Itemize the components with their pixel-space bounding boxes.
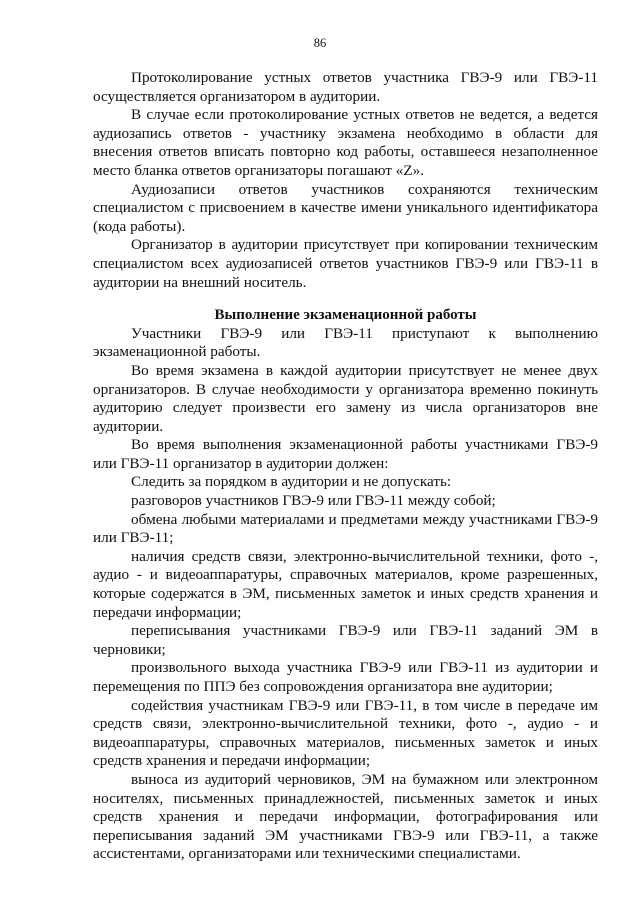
list-item: содействия участникам ГВЭ-9 или ГВЭ-11, в том числе в передаче им средств связи, электронно-вычислительной техники, фото -, аудио - и видеоаппаратуры, справочных материалов, письменных заметок и иных средств хранения и передачи информации; [93,696,598,770]
paragraph: Во время выполнения экзаменационной работы участниками ГВЭ-9 или ГВЭ-11 организатор в аудитории должен: [93,436,598,472]
list-item: наличия средств связи, электронно-вычислительной техники, фото -, аудио - и видеоаппаратуры, справочных материалов, кроме разрешенных, которые содержатся в ЭМ, письменных заметок и иных средств хранения и передачи информации; [93,547,598,621]
paragraph: Аудиозаписи ответов участников сохраняются техническим специалистом с присвоением в качестве имени уникального идентификатора (кода работы). [93,180,598,235]
section-heading: Выполнение экзаменационной работы [214,307,477,324]
paragraph: Следить за порядком в аудитории и не допускать: [131,473,452,491]
page-number: 86 [313,36,327,50]
paragraph: Организатор в аудитории присутствует при копировании техническим специалистом всех аудиозаписей ответов участников ГВЭ-9 или ГВЭ-11 в аудитории на внешний носитель. [93,236,598,291]
paragraph: Протоколирование устных ответов участника ГВЭ-9 или ГВЭ-11 осуществляется организатором в аудитории. [93,69,598,105]
document-body [93,69,598,864]
list-item: разговоров участников ГВЭ-9 или ГВЭ-11 между собой; [131,492,496,510]
list-item: выноса из аудиторий черновиков, ЭМ на бумажном или электронном носителях, письменных принадлежностей, письменных заметок и иных средств хранения и передачи информации, фотографирования или переписывания заданий ЭМ участниками ГВЭ-9 или ГВЭ-11, а также ассистентами, организаторами или техническими специалистами. [93,770,598,863]
list-item: обмена любыми материалами и предметами между участниками ГВЭ-9 или ГВЭ-11; [93,510,598,547]
paragraph: В случае если протоколирование устных ответов не ведется, а ведется аудиозапись ответов - участнику экзамена необходимо в области для внесения ответов вписать повторно код работы, оставшееся незаполненное место бланка ответов организаторы погашают «Z». [93,106,598,179]
paragraph: Участники ГВЭ-9 или ГВЭ-11 приступают к выполнению экзаменационной работы. [93,324,598,361]
paragraph: Во время экзамена в каждой аудитории присутствует не менее двух организаторов. В случае необходимости у организатора временно покинуть аудиторию следует произвести его замену из числа организаторов вне аудитории. [93,361,598,435]
list-item: произвольного выхода участника ГВЭ-9 или ГВЭ-11 из аудитории и перемещения по ППЭ без сопровождения организатора вне аудитории; [93,659,598,695]
list-item: переписывания участниками ГВЭ-9 или ГВЭ-11 заданий ЭМ в черновики; [93,622,598,658]
